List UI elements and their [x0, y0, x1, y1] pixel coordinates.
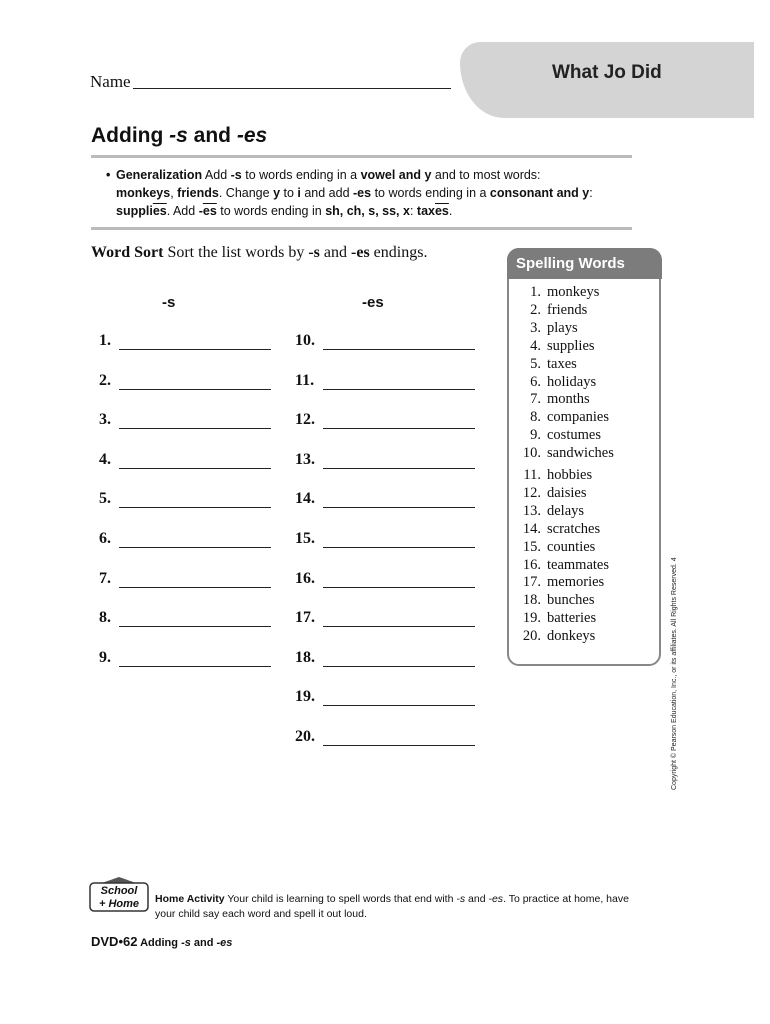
answer-row	[295, 688, 475, 708]
answer-number: 4.	[99, 450, 111, 468]
spelling-word-number: 7.	[530, 391, 541, 408]
spelling-word-item	[517, 466, 592, 484]
answer-number: 11.	[295, 371, 315, 389]
logo-line2: + Home	[98, 898, 140, 910]
spelling-word-item	[517, 426, 601, 444]
spelling-word: daisies	[547, 484, 587, 501]
answer-blank[interactable]	[323, 389, 475, 390]
answer-row	[99, 530, 271, 550]
answer-row	[295, 609, 475, 629]
page-title: Adding -s and -es	[91, 124, 268, 147]
answer-row	[99, 649, 271, 669]
answer-blank[interactable]	[323, 587, 475, 588]
spelling-word: batteries	[547, 610, 597, 627]
answer-number: 1.	[99, 332, 111, 349]
logo-line1: School	[100, 885, 138, 897]
spelling-word-item	[517, 337, 595, 355]
spelling-word-item	[517, 355, 577, 373]
answer-row	[295, 411, 475, 431]
spelling-word-item	[517, 373, 596, 391]
spelling-word-number: 16.	[522, 556, 541, 573]
answer-row	[99, 411, 271, 431]
answer-row	[295, 372, 475, 392]
answer-number: 5.	[99, 490, 111, 508]
spelling-word: teammates	[547, 556, 610, 573]
answer-row	[295, 570, 475, 590]
spelling-word: delays	[547, 502, 585, 519]
answer-number: 15.	[295, 530, 315, 547]
answer-blank[interactable]	[119, 468, 271, 469]
answer-blank[interactable]	[323, 507, 475, 508]
spelling-word-number: 11.	[523, 467, 541, 483]
spelling-word-number: 4.	[530, 337, 541, 354]
home-activity-text: Home Activity Your child is learning to spell words that end with -s and -es. To practice at home, have your child say each word and spell it out loud.	[155, 893, 629, 920]
column-header-es: -es	[362, 294, 384, 311]
spelling-word-number: 14.	[522, 520, 541, 537]
spelling-word: donkeys	[547, 628, 596, 645]
spelling-word-number: 20.	[522, 628, 541, 645]
answer-blank[interactable]	[119, 626, 271, 627]
copyright-notice: Copyright © Pearson Education, Inc., or its affiliates. All Rights Reserved. 4	[671, 557, 678, 790]
answer-row	[99, 570, 271, 590]
answer-number: 2.	[99, 371, 111, 389]
answer-number: 19.	[295, 688, 315, 706]
spelling-word-number: 15.	[522, 538, 541, 555]
answer-row	[295, 451, 475, 471]
spelling-word-item	[517, 591, 595, 609]
spelling-word: memories	[547, 574, 605, 591]
spelling-word-item	[517, 627, 595, 645]
spelling-word-item	[517, 556, 609, 574]
answer-blank[interactable]	[119, 587, 271, 588]
answer-number: 14.	[295, 490, 315, 508]
answer-number: 17.	[295, 609, 315, 627]
generalization-text: • Generalization Add -s to words ending in a vowel and y and to most words: monkeys, friends. Change y to i and add -es to words ending in a consonant and y: $suppli\overline{es}$. Add $-\overline{es}$ to words ending in sh, ch, s, ss, x: $tax\overline{es}$.	[106, 168, 593, 218]
spelling-word-item	[517, 484, 586, 502]
answer-blank[interactable]	[119, 547, 271, 548]
spelling-word: companies	[547, 409, 610, 426]
answer-row	[99, 490, 271, 510]
spelling-word-item	[517, 444, 614, 462]
answer-blank[interactable]	[323, 705, 475, 706]
spelling-word-item	[517, 609, 596, 627]
name-line[interactable]	[133, 88, 451, 89]
spelling-word-number: 10.	[522, 445, 541, 462]
answer-number: 13.	[295, 450, 315, 468]
spelling-word-item	[517, 502, 584, 520]
spelling-word: bunches	[547, 592, 595, 609]
spelling-word: holidays	[547, 373, 597, 390]
spelling-word-number: 6.	[530, 373, 541, 390]
answer-blank[interactable]	[323, 468, 475, 469]
spelling-word-number: 3.	[530, 319, 541, 336]
story-title: What Jo Did	[552, 62, 662, 83]
generalization-rule	[91, 227, 632, 230]
spelling-word-item	[517, 408, 609, 426]
spelling-word-number: 17.	[522, 574, 541, 591]
answer-number: 20.	[295, 728, 315, 745]
answer-blank[interactable]	[119, 666, 271, 667]
spelling-word: costumes	[547, 427, 601, 444]
spelling-word: friends	[547, 301, 588, 318]
name-label: Name	[90, 72, 131, 91]
spelling-word-number: 8.	[530, 409, 541, 426]
spelling-word: monkeys	[547, 284, 600, 300]
answer-blank[interactable]	[119, 389, 271, 390]
spelling-word: months	[547, 391, 590, 408]
spelling-word: hobbies	[547, 467, 593, 483]
spelling-word-number: 1.	[530, 284, 541, 300]
answer-blank[interactable]	[119, 349, 271, 350]
answer-number: 16.	[295, 569, 315, 587]
spelling-word-number: 19.	[522, 610, 541, 627]
school-home-logo	[88, 877, 150, 913]
answer-blank[interactable]	[323, 745, 475, 746]
column-header-s: -s	[162, 294, 176, 311]
spelling-word-number: 12.	[522, 484, 541, 501]
answer-row	[295, 490, 475, 510]
answer-blank[interactable]	[323, 349, 475, 350]
answer-row	[99, 609, 271, 629]
answer-blank[interactable]	[323, 547, 475, 548]
spelling-word: taxes	[547, 355, 577, 372]
answer-blank[interactable]	[323, 666, 475, 667]
answer-number: 7.	[99, 569, 111, 587]
answer-blank[interactable]	[119, 507, 271, 508]
answer-number: 12.	[295, 411, 315, 429]
answer-blank[interactable]	[119, 428, 271, 429]
spelling-word-item	[517, 390, 590, 408]
answer-number: 18.	[295, 648, 315, 666]
spelling-word: counties	[547, 538, 596, 555]
answer-row	[295, 728, 475, 748]
spelling-word: plays	[547, 319, 578, 336]
spelling-word-item	[517, 573, 604, 591]
answer-row	[99, 372, 271, 392]
spelling-word-number: 13.	[522, 502, 541, 519]
answer-number: 10.	[295, 332, 315, 349]
answer-row	[295, 649, 475, 669]
spelling-word-item	[517, 283, 599, 301]
answer-number: 6.	[99, 530, 111, 547]
answer-row	[295, 332, 475, 352]
spelling-word: scratches	[547, 520, 601, 537]
spelling-word-number: 18.	[522, 592, 541, 609]
spelling-word-number: 2.	[530, 301, 541, 318]
answer-row	[99, 451, 271, 471]
answer-blank[interactable]	[323, 428, 475, 429]
spelling-word-number: 9.	[530, 427, 541, 444]
spelling-word: sandwiches	[547, 445, 614, 462]
answer-number: 9.	[99, 648, 111, 666]
spelling-word-item	[517, 319, 578, 337]
spelling-words-title: Spelling Words	[516, 255, 625, 272]
word-sort-instructions: Word Sort Sort the list words by -s and -es endings.	[91, 244, 428, 261]
spelling-word-item	[517, 538, 595, 556]
answer-row	[295, 530, 475, 550]
answer-number: 8.	[99, 609, 111, 627]
spelling-word-item	[517, 520, 600, 538]
spelling-word: supplies	[547, 337, 595, 354]
answer-row	[99, 332, 271, 352]
answer-number: 3.	[99, 411, 111, 429]
answer-blank[interactable]	[323, 626, 475, 627]
spelling-word-number: 5.	[530, 355, 541, 372]
title-rule	[91, 155, 632, 158]
page-id: DVD•62 Adding -s and -es	[91, 934, 233, 949]
spelling-word-item	[517, 301, 587, 319]
